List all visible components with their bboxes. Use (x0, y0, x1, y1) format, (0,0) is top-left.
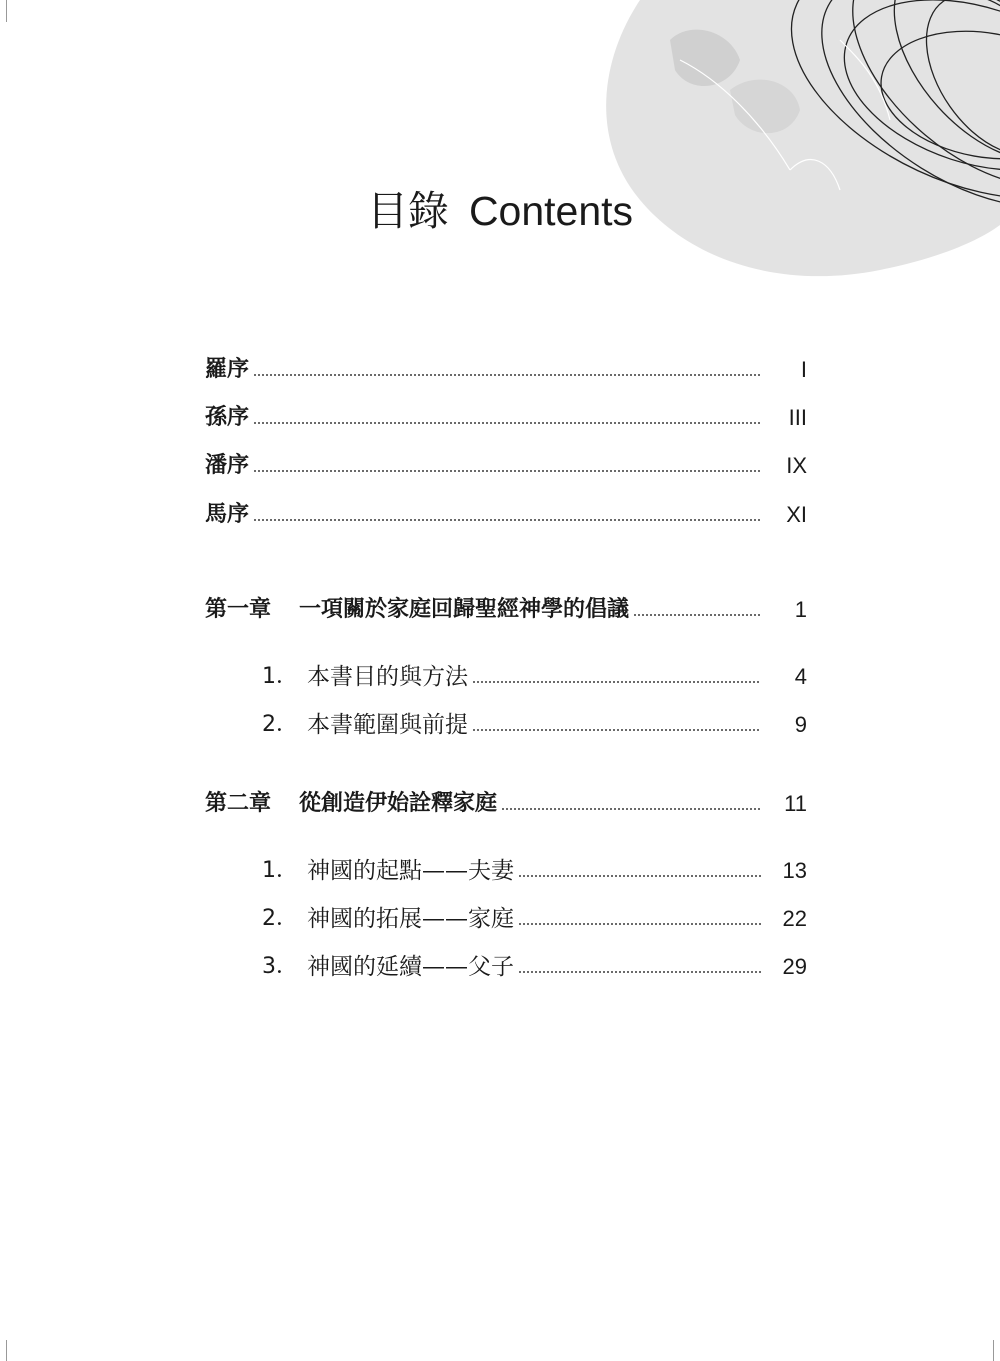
leader-dots (253, 519, 761, 521)
toc-entry-section[interactable] (0, 707, 1000, 743)
chapter-number: 第二章 (205, 791, 272, 816)
crop-mark (6, 0, 7, 22)
section-number: 1． (262, 858, 298, 883)
section-number: 3． (262, 954, 298, 979)
toc-entry-label: 潘序 (205, 448, 251, 484)
toc-entry-section[interactable] (0, 853, 1000, 889)
section-title: 神國的起點——夫妻 (307, 853, 516, 889)
leader-dots (501, 808, 761, 810)
toc-page-number: 4 (794, 664, 807, 689)
chapter-number: 第一章 (205, 597, 272, 622)
toc-entry-section[interactable] (0, 659, 1000, 695)
toc-page-number: I (800, 357, 807, 382)
crop-mark (6, 1340, 7, 1361)
toc-page-number: 13 (782, 858, 807, 883)
toc-entry-chapter[interactable] (0, 786, 1000, 822)
toc-page-number: XI (786, 502, 807, 527)
toc-page-number: IX (786, 453, 807, 478)
chapter-title: 一項關於家庭回歸聖經神學的倡議 (299, 597, 630, 622)
toc-entry-section[interactable] (0, 949, 1000, 985)
title-english: Contents (468, 188, 634, 234)
toc-entry-preface[interactable] (0, 352, 1000, 388)
leader-dots (518, 875, 761, 877)
leader-dots (253, 470, 761, 472)
section-number: 2． (262, 712, 298, 737)
leader-dots (253, 374, 761, 376)
toc-entry-preface[interactable] (0, 497, 1000, 533)
title-chinese: 目錄 (366, 187, 449, 235)
leader-dots (518, 923, 761, 925)
leader-dots (472, 729, 761, 731)
page-title (0, 183, 1000, 239)
toc-page-number: III (788, 405, 807, 430)
section-title: 神國的拓展——家庭 (307, 901, 516, 937)
toc-entry-label: 馬序 (205, 497, 251, 533)
leader-dots (472, 681, 761, 683)
toc-page-number: 22 (782, 906, 807, 931)
toc-entry-preface[interactable] (0, 448, 1000, 484)
toc-page-number: 9 (794, 712, 807, 737)
chapter-title: 從創造伊始詮釋家庭 (299, 791, 498, 816)
leader-dots (633, 614, 761, 616)
toc-entry-preface[interactable] (0, 400, 1000, 436)
toc-entry-label: 孫序 (205, 400, 251, 436)
section-title: 神國的延續——父子 (307, 949, 516, 985)
section-number: 1． (262, 664, 298, 689)
toc-chapter-heading (205, 592, 631, 628)
toc-entry-chapter[interactable] (0, 592, 1000, 628)
section-title: 本書範圍與前提 (307, 707, 470, 743)
toc-chapter-heading (205, 786, 499, 822)
toc-entry-section[interactable] (0, 901, 1000, 937)
toc-entry-label: 羅序 (205, 352, 251, 388)
toc-page-number: 11 (784, 791, 807, 816)
leader-dots (253, 422, 761, 424)
section-title: 本書目的與方法 (307, 659, 470, 695)
leader-dots (518, 971, 761, 973)
crop-mark (993, 1340, 994, 1361)
toc-page-number: 29 (782, 954, 807, 979)
toc-page-number: 1 (794, 597, 807, 622)
section-number: 2． (262, 906, 298, 931)
